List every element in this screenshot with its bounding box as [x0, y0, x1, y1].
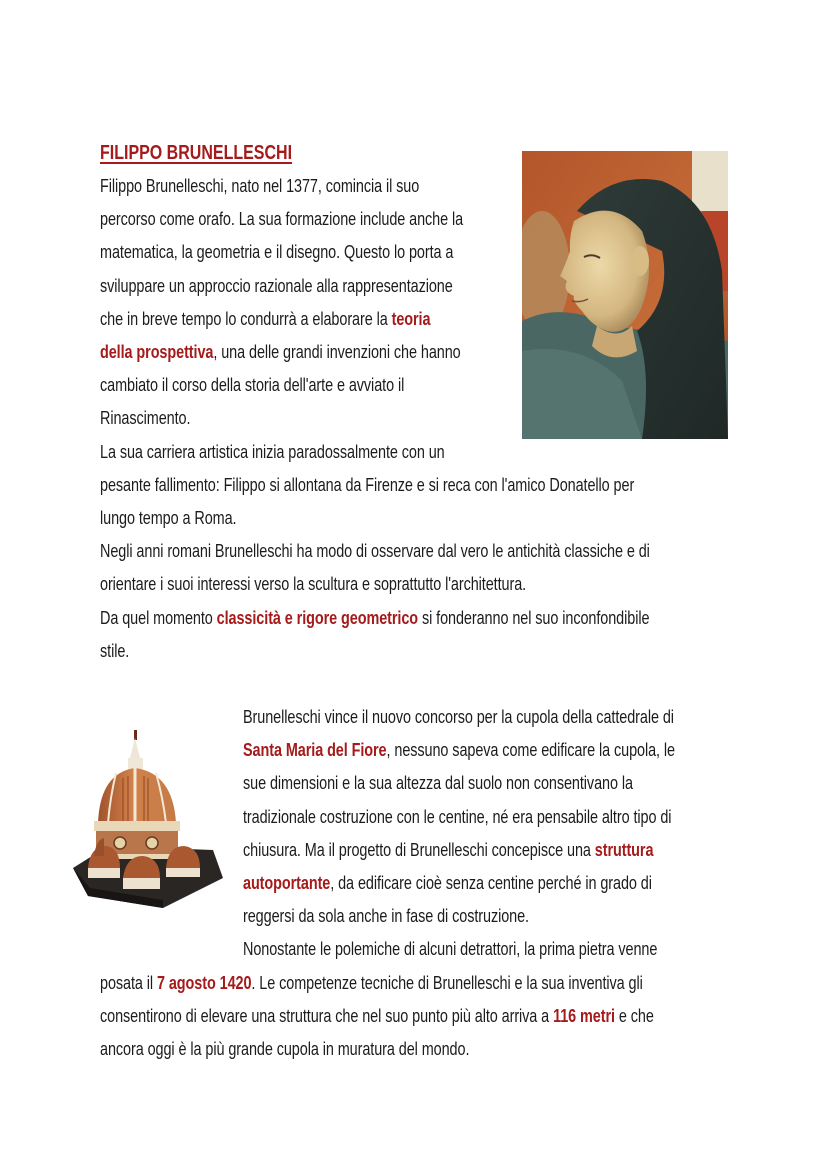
portrait-image: [522, 151, 728, 439]
text-segment: cambiato il corso della storia dell'arte e avviato il: [100, 374, 405, 396]
text-line: [100, 972, 643, 994]
page-title: FILIPPO BRUNELLESCHI: [100, 142, 293, 164]
text-segment: lungo tempo a Roma.: [100, 507, 237, 528]
text-segment: tradizionale costruzione con le centine, né era pensabile altro tipo di: [243, 805, 672, 827]
text-segment: pesante fallimento: Filippo si allontana da Firenze e si reca con l'amico Donatello per: [100, 473, 635, 495]
highlighted-term: 7 agosto 1420: [156, 971, 252, 993]
text-segment: posata il: [100, 971, 157, 993]
text-segment: percorso come orafo. La sua formazione include anche la: [100, 208, 464, 230]
text-segment: , da edificare cioè senza centine perché in grado di: [330, 872, 652, 893]
text-segment: che in breve tempo lo condurrà a elaborare la: [100, 307, 392, 329]
highlighted-term: struttura: [594, 838, 654, 860]
text-segment: La sua carriera artistica inizia paradossalmente con un: [100, 440, 445, 462]
text-line: [243, 905, 529, 927]
highlighted-term: classicità e rigore geometrico: [216, 606, 419, 628]
text-line: [100, 607, 649, 629]
text-line: [100, 507, 236, 529]
highlighted-term: 116 metri: [553, 1004, 615, 1026]
text-line: [100, 275, 453, 297]
text-line: [100, 241, 453, 263]
text-segment: reggersi da sola anche in fase di costruzione.: [243, 905, 529, 927]
text-segment: Brunelleschi vince il nuovo concorso per la cupola della cattedrale di: [243, 706, 674, 727]
text-segment: Nonostante le polemiche di alcuni detrattori, la prima pietra venne: [243, 938, 658, 960]
text-segment: sue dimensioni e la sua altezza dal suolo non consentivano la: [243, 772, 633, 794]
text-segment: Rinascimento.: [100, 407, 191, 429]
highlighted-term: autoportante: [243, 872, 331, 893]
text-line: [243, 839, 653, 861]
text-segment: consentirono di elevare una struttura che nel suo punto più alto arriva a: [100, 1004, 554, 1026]
text-segment: e che: [614, 1004, 654, 1026]
text-line: [100, 441, 445, 463]
text-line: [243, 872, 652, 894]
text-segment: stile.: [100, 639, 130, 661]
highlighted-term: della prospettiva: [100, 341, 214, 362]
text-line: [100, 341, 461, 363]
text-segment: . Le competenze tecniche di Brunelleschi e la sua inventiva gli: [251, 971, 643, 993]
text-segment: Filippo Brunelleschi, nato nel 1377, comincia il suo: [100, 175, 420, 196]
text-segment: , una delle grandi invenzioni che hanno: [213, 341, 461, 362]
text-line: [100, 573, 526, 595]
text-segment: ancora oggi è la più grande cupola in muratura del mondo.: [100, 1038, 470, 1059]
dome-image: [68, 728, 228, 913]
text-segment: Negli anni romani Brunelleschi ha modo di osservare dal vero le antichità classiche e di: [100, 540, 650, 562]
text-line: [100, 407, 190, 429]
text-line: [100, 1038, 469, 1060]
text-line: [243, 739, 675, 761]
text-line: [100, 1005, 654, 1027]
text-segment: si fonderanno nel suo inconfondibile: [418, 606, 650, 628]
highlighted-term: Santa Maria del Fiore: [243, 739, 387, 761]
text-segment: , nessuno sapeva come edificare la cupola, le: [386, 739, 675, 761]
highlighted-term: teoria: [391, 307, 431, 329]
text-segment: sviluppare un approccio razionale alla rappresentazione: [100, 274, 453, 296]
text-segment: orientare i suoi interessi verso la scultura e soprattutto l'architettura.: [100, 573, 527, 595]
text-line: [100, 540, 650, 562]
text-segment: Da quel momento: [100, 606, 217, 628]
text-line: [100, 308, 430, 330]
text-line: [100, 640, 129, 662]
text-line: [243, 938, 657, 960]
text-segment: matematica, la geometria e il disegno. Questo lo porta a: [100, 241, 454, 263]
text-segment: chiusura. Ma il progetto di Brunelleschi concepisce una: [243, 838, 595, 860]
text-line: [100, 208, 463, 230]
text-line: [100, 474, 634, 496]
text-line: [243, 706, 674, 728]
text-line: [243, 806, 671, 828]
text-line: [243, 772, 633, 794]
text-line: [100, 374, 404, 396]
text-line: [100, 175, 419, 197]
